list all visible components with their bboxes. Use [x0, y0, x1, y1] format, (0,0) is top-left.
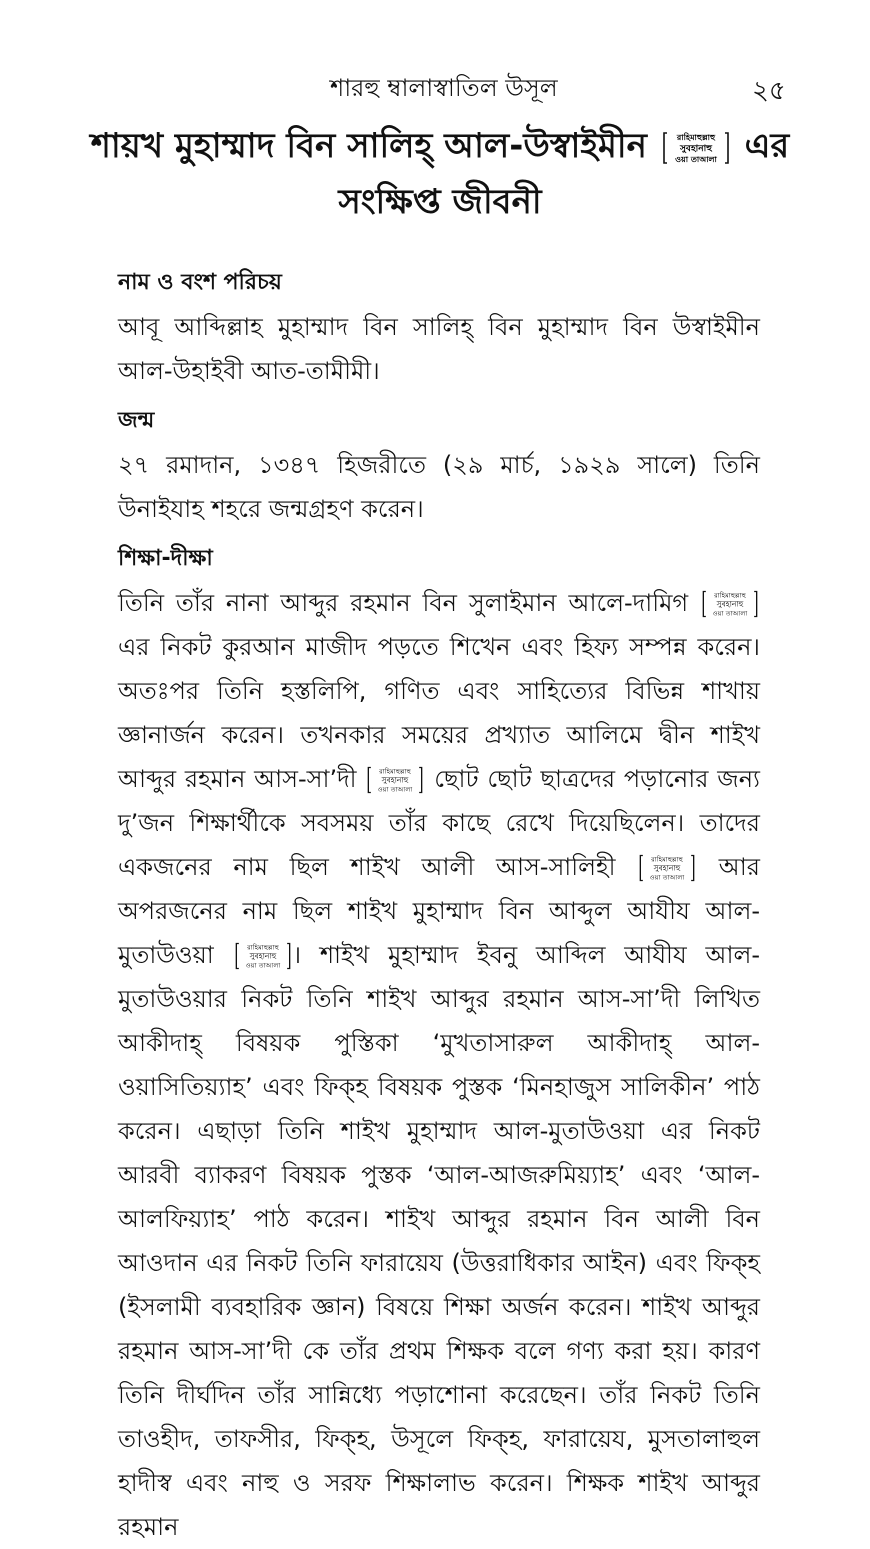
education-text-part1: তিনি তাঁর নানা আব্দুর রহমান বিন সুলাইমান আলে-দামিগ: [118, 589, 689, 617]
svg-text:রাহিমাহুল্লাহু: রাহিমাহুল্লাহু: [651, 855, 684, 864]
section-heading-lineage: নাম ও বংশ পরিচয়: [118, 270, 282, 295]
honorific-seal-icon: [663, 130, 729, 166]
svg-text:রাহিমাহুল্লাহু: রাহিমাহুল্লাহু: [379, 767, 412, 776]
page-number: ২৫: [752, 76, 786, 106]
section-text-education: [118, 581, 760, 1549]
page-body: [118, 255, 760, 1549]
svg-text:রাহিমাহুল্লাহু: রাহিমাহুল্লাহু: [676, 132, 715, 142]
education-text-part3: ছোট ছোট ছাত্রদের পড়ানোর জন্য দু’জন শিক্ষার্থীকে সবসময় তাঁর কাছে রেখে দিয়েছিলেন। তাদের একজনের নাম ছিল শাইখ আলী আস-সালিহী: [118, 765, 760, 881]
honorific-seal-icon: [235, 941, 291, 971]
honorific-seal-icon: [702, 589, 758, 619]
svg-text:সুবহানাহু: সুবহানাহু: [679, 143, 712, 154]
section-text-birth: ২৭ রমাদান, ১৩৪৭ হিজরীতে (২৯ মার্চ, ১৯২৯ সালে) তিনি উনাইযাহ শহরে জন্মগ্রহণ করেন।: [118, 451, 760, 523]
honorific-seal-icon: [367, 765, 423, 795]
honorific-seal-icon: [639, 853, 695, 883]
svg-text:ওয়া তাআলা: ওয়া তাআলা: [712, 609, 748, 618]
svg-text:সুবহানাহু: সুবহানাহু: [653, 863, 681, 873]
title-line2: সংক্ষিপ্ত জীবনী: [338, 182, 542, 222]
svg-text:ওয়া তাআলা: ওয়া তাআলা: [649, 873, 685, 882]
section-heading-education: শিক্ষা-দীক্ষা: [118, 546, 213, 571]
education-text-part2: এর নিকট কুরআন মাজীদ পড়তে শিখেন এবং হিফ্য সম্পন্ন করেন। অতঃপর তিনি হস্তলিপি, গণিত এবং সাহিত্যের বিভিন্ন শাখায় জ্ঞানার্জন করেন। তখনকার সময়ের প্রখ্যাত আলিমে দ্বীন শাইখ আব্দুর রহমান আস-সা’দী: [118, 633, 760, 793]
svg-text:সুবহানাহু: সুবহানাহু: [716, 599, 744, 609]
running-header-title: শারহু ম্বালাস্বাতিল উসূল: [330, 74, 558, 102]
section-heading-birth: জন্ম: [118, 408, 155, 433]
section-text-lineage: আবূ আব্দিল্লাহ মুহাম্মাদ বিন সালিহ্ বিন মুহাম্মাদ বিন উস্বাইমীন আল-উহাইবী আত-তামীমী।: [118, 313, 760, 385]
chapter-title: [80, 118, 800, 230]
svg-text:ওয়া তাআলা: ওয়া তাআলা: [245, 961, 280, 970]
svg-text:সুবহানাহু: সুবহানাহু: [382, 775, 409, 785]
title-line1-text: শায়খ মুহাম্মাদ বিন সালিহ্ আল-উস্বাইমীন: [90, 126, 647, 166]
education-text-part5: । শাইখ মুহাম্মাদ ইবনু আব্দিল আযীয আল-মুতাউওয়ার নিকট তিনি শাইখ আব্দুর রহমান আস-সা’দী লিখিত আকীদাহ্ বিষয়ক পুস্তিকা ‘মুখতাসারুল আকীদাহ্ আল-ওয়াসিতিয়্যাহ’ এবং ফিক্হ বিষয়ক পুস্তক ‘মিনহাজুস সালিকীন’ পাঠ করেন। এছাড়া তিনি শাইখ মুহাম্মাদ আল-মুতাউওয়া এর নিকট আরবী ব্যাকরণ বিষয়ক পুস্তক ‘আল-আজরুমিয়্যাহ’ এবং ‘আল-আলফিয়্যাহ’ পাঠ করেন। শাইখ আব্দুর রহমান বিন আলী বিন আওদান এর নিকট তিনি ফারায়েয (উত্তরাধিকার আইন) এবং ফিক্হ (ইসলামী ব্যবহারিক জ্ঞান) বিষয়ে শিক্ষা অর্জন করেন। শাইখ আব্দুর রহমান আস-সা’দী কে তাঁর প্রথম শিক্ষক বলে গণ্য করা হয়। কারণ তিনি দীর্ঘদিন তাঁর সান্নিধ্যে পড়াশোনা করেছেন। তাঁর নিকট তিনি তাওহীদ, তাফসীর, ফিক্হ, উসূলে ফিক্হ, ফারায়েয, মুসতালাহুল হাদীস্ব এবং নাহু ও সরফ শিক্ষালাভ করেন। শিক্ষক শাইখ আব্দুর রহমান: [118, 941, 760, 1541]
svg-text:রাহিমাহুল্লাহু: রাহিমাহুল্লাহু: [714, 591, 746, 600]
svg-text:ওয়া তাআলা: ওয়া তাআলা: [378, 785, 413, 794]
svg-text:ওয়া তাআলা: ওয়া তাআলা: [674, 154, 717, 164]
education-text-part4: আর অপরজনের নাম ছিল শাইখ মুহাম্মাদ বিন আব্দুল আযীয আল-মুতাউওয়া: [118, 853, 760, 969]
svg-text:সুবহানাহু: সুবহানাহু: [249, 951, 276, 961]
svg-text:রাহিমাহুল্লাহু: রাহিমাহুল্লাহু: [246, 943, 279, 952]
title-line1-suffix: এর: [744, 126, 790, 166]
